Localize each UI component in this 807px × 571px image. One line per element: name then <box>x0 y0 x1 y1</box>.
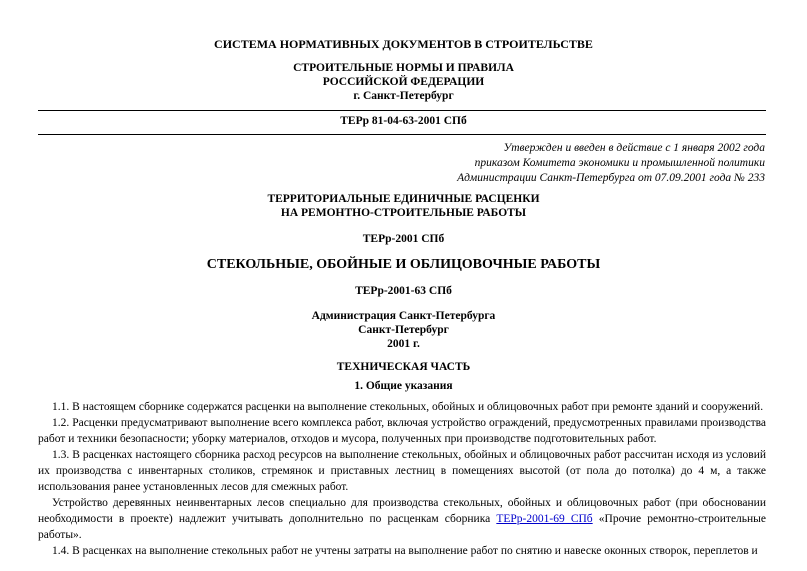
paragraph-scaffolding-tail: «Прочие ремонтно-строительные работы». <box>38 513 767 541</box>
main-title: СТЕКОЛЬНЫЕ, ОБОЙНЫЕ И ОБЛИЦОВОЧНЫЕ РАБОТЫ <box>206 257 601 272</box>
publisher-city: Санкт-Петербург <box>358 324 449 336</box>
paragraph-1-1: 1.1. В настоящем сборнике содержатся расценки на выполнение стекольных, обойных и облицовочных работ при ремонте зданий и сооружений. <box>52 401 764 413</box>
paragraph-1-3: 1.3. В расценках настоящего сборника расход ресурсов на выполнение стекольных, обойных и облицовочных работ рассчитан исходя из условий их производства с инвентарных столиков, стремянок и приставных лестниц в помещениях высотой (от пола до потолка) до 4 м, а также использования ранее установленных лесов для смежных работ. <box>38 449 766 493</box>
city-line: г. Санкт-Петербург <box>353 90 454 102</box>
paragraph-1-2: 1.2. Расценки предусматривают выполнение всего комплекса работ, включая устройство ограждений, предусмотренных правилами производства работ и техники безопасности; уборку материалов, отходов и мусора, полученных при производстве подготовительных работ. <box>38 417 766 445</box>
document-code: ТЕРр 81-04-63-2001 СПб <box>340 115 467 127</box>
divider-bottom <box>38 134 766 135</box>
technical-part-title: ТЕХНИЧЕСКАЯ ЧАСТЬ <box>336 361 471 373</box>
norms-title-line1: СТРОИТЕЛЬНЫЕ НОРМЫ И ПРАВИЛА <box>293 62 514 74</box>
divider-top <box>38 110 766 111</box>
general-instructions-title: 1. Общие указания <box>354 380 453 392</box>
collection-code: ТЕРр-2001 СПб <box>362 233 445 245</box>
approval-block <box>365 141 765 186</box>
approval-line1: Утвержден и введен в действие с 1 января 2002 года <box>503 142 765 154</box>
approval-line2: приказом Комитета экономики и промышленной политики <box>474 157 765 169</box>
collection-title-line1: ТЕРРИТОРИАЛЬНЫЕ ЕДИНИЧНЫЕ РАСЦЕНКИ <box>267 193 540 205</box>
norms-title-line2: РОССИЙСКОЙ ФЕДЕРАЦИИ <box>322 76 485 88</box>
paragraph-scaffolding <box>38 495 766 543</box>
body-text <box>38 399 766 559</box>
paragraph-1-4: 1.4. В расценках на выполнение стекольных работ не учтены затраты на выполнение работ по снятию и навеске оконных створок, переплетов и <box>52 545 758 557</box>
publisher: Администрация Санкт-Петербурга <box>311 310 496 322</box>
collection-title-line2: НА РЕМОНТНО-СТРОИТЕЛЬНЫЕ РАБОТЫ <box>280 207 527 219</box>
collection-link[interactable]: ТЕРр-2001-69 СПб <box>496 513 593 525</box>
system-title: СИСТЕМА НОРМАТИВНЫХ ДОКУМЕНТОВ В СТРОИТЕЛЬСТВЕ <box>214 37 593 51</box>
paragraph-scaffolding-text: Устройство деревянных неинвентарных лесов специально для производства стекольных, обойных и облицовочных работ (при обосновании необходимости в проекте) надлежит учитывать дополнительно по расценкам сборника <box>38 497 766 525</box>
section-code: ТЕРр-2001-63 СПб <box>355 285 452 297</box>
approval-line3: Администрации Санкт-Петербурга от 07.09.2001 года № 233 <box>457 172 765 184</box>
publication-year: 2001 г. <box>387 338 420 350</box>
